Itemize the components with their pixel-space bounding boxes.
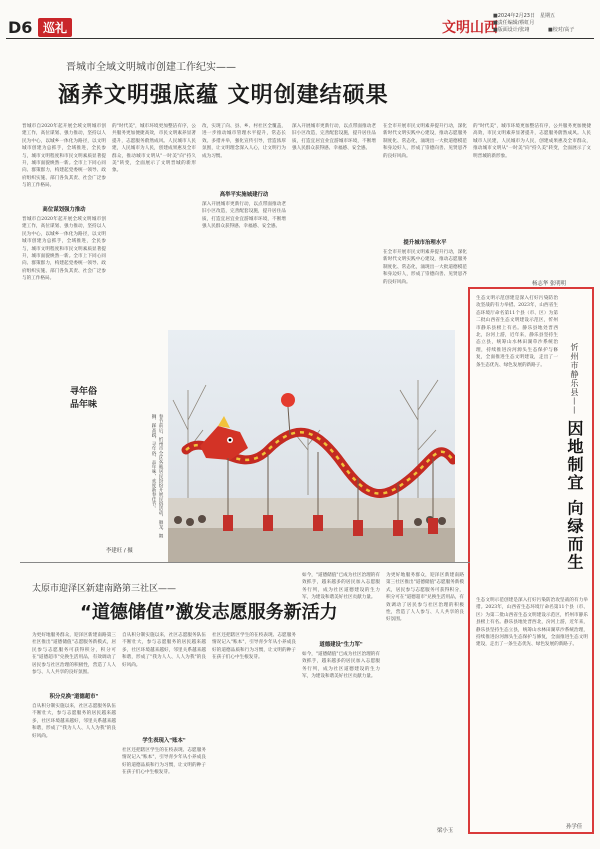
article1-col5b: 在全市开展市民文明素养提升行动，深化新时代文明实践中心建设，推动志愿服务制度化、常态化，涌现出一大批道德模范和身边好人，形成了崇德向善、见贤思齐的良好风尚。 bbox=[383, 250, 467, 285]
sidebox-byline: 孙学佳 bbox=[566, 824, 583, 830]
article1-col6: 的"时代美"，城市环境更加整洁有序，公共服务更加便捷高效，市民文明素养显著提升，志愿服务蔚然成风。人民城市人民建，人民城市为人民，创建成果惠及全市群众，推动城市文明从"一时美"向"持久美"转变，全面展示了文明晋城的新形象。 bbox=[473, 124, 591, 159]
article2-headline: “道德储值”激发志愿服务新活力 bbox=[80, 602, 338, 623]
brand-logo: 文明山西 bbox=[442, 20, 498, 36]
article1-kicker: 晋城市全域文明城市创建工作纪实—— bbox=[66, 62, 236, 73]
article1-headline: 涵养文明强底蕴 文明创建结硕果 bbox=[58, 83, 389, 108]
article1-col1: 晋城市自2020年起开展全域文明城市创建工作，高位谋划、强力推动，坚持以人民为中心，以城乡一体化为路径，以文明城市创建为总抓手，全域推进，全民参与，城市文明程度和市民文明素质显著提升，城市面貌焕然一新。全市上下同心同向、群策群力，构建起党委统一领导、政府组织实施、部门各负其责、社会广泛参与的工作格局。 bbox=[22, 124, 106, 189]
article1-subhead-1: 高位谋划强力推动 bbox=[42, 207, 86, 213]
article2-col1: 为更好地服务群众，迎泽区新建南路第三社区推出"道德储值"志愿服务新模式，居民参与志愿服务可获得积分，积分可在"道德超市"兑换生活用品，有效调动了居民参与社区治理的积极性，营造了人人参与、人人共享的良好氛围。 bbox=[32, 633, 116, 676]
dragon-dance-illustration bbox=[168, 330, 455, 563]
page-header bbox=[0, 0, 600, 40]
sidebox-title-block bbox=[563, 343, 586, 572]
section-tag: 巡礼 bbox=[38, 18, 72, 37]
article1-col2: 的"时代美"，城市环境更加整洁有序，公共服务更加便捷高效，市民文明素养显著提升，志愿服务蔚然成风。人民城市人民建，人民城市为人民，创建成果惠及全市群众，推动城市文明从"一时美"向"持久美"转变，全面展示了文明晋城的新形象。 bbox=[112, 124, 196, 174]
photo-caption-title-1: 寻年俗 bbox=[70, 387, 98, 397]
article1-col5: 在全市开展市民文明素养提升行动，深化新时代文明实践中心建设，推动志愿服务制度化、常态化，涌现出一大批道德模范和身边好人，形成了崇德向善、见贤思齐的良好风尚。 bbox=[383, 124, 467, 159]
article1-col3b: 深入开展城市更新行动，以点带面推动老旧小区改造，完善配套设施，提升居住品质，打造宜居宜业宜游城市环境，不断增强人民群众获得感、幸福感、安全感。 bbox=[202, 202, 286, 230]
article1-col1b: 晋城市自2020年起开展全域文明城市创建工作，高位谋划、强力推动，坚持以人民为中心，以城乡一体化为路径，以文明城市创建为总抓手，全域推进，全民参与，城市文明程度和市民文明素质显著提升，城市面貌焕然一新。全市上下同心同向、群策群力，构建起党委统一领导、政府组织实施、部门各负其责、社会广泛参与的工作格局。 bbox=[22, 217, 106, 282]
article2-subhead-3: 道德建设"生力军" bbox=[319, 642, 363, 648]
photo-caption-text: 春节前后，忻州市全区各地居民纷纷开展民俗活动，舞龙、舞狮、踩高跷，寻年俗、品年味，欢度新春佳节。 bbox=[151, 414, 163, 539]
article2-col2b: 社区还把辖区学生的在校表现、志愿服务情况记入"账本"，引导青少年从小养成良好的道德品质和行为习惯，让文明的种子在孩子们心中生根发芽。 bbox=[122, 748, 206, 776]
editor-line: ■责任编辑/蔡虹月 bbox=[493, 20, 535, 26]
article2-col5: 为更好地服务群众，迎泽区新建南路第三社区推出"道德储值"志愿服务新模式，居民参与志愿服务可获得积分，积分可在"道德超市"兑换生活用品，有效调动了居民参与社区治理的积极性，营造了人人参与、人人共享的良好氛围。 bbox=[386, 573, 464, 623]
sidebox-text-1: 生态文明示范创建是深入打好污染防治攻坚战的有力举措。2023年，山西省生态环境厅命名第11个县（市、区）为第二批山西省生态文明建设示范区，忻州市静乐县榜上有名。静乐县地处晋西北，汾河上游，近年来，静乐县坚持生态立县，统筹山水林田湖草沙系统治理，持续推进汾河源头生态保护与修复，全面推进生态文明建设，走出了一条生态优先、绿色发展的新路子。 bbox=[476, 296, 558, 368]
article2-byline: 梁小玉 bbox=[437, 828, 454, 834]
article2-col3: 社区还把辖区学生的在校表现、志愿服务情况记入"账本"，引导青少年从小养成良好的道德品质和行为习惯，让文明的种子在孩子们心中生根发芽。 bbox=[212, 633, 296, 661]
article2-col1b: 自从积分制实施以来，社区志愿服务队伍不断壮大，参与志愿服务的居民越来越多，社区环境越来越好，邻里关系越来越和谐，形成了"我为人人、人人为我"的良好风尚。 bbox=[32, 704, 116, 739]
article2-subhead-1: 积分兑换"道德超市" bbox=[49, 694, 99, 700]
page-number: D6 bbox=[8, 18, 33, 37]
article2-col2: 自从积分制实施以来，社区志愿服务队伍不断壮大，参与志愿服务的居民越来越多，社区环境越来越好，邻里关系越来越和谐，形成了"我为人人、人人为我"的良好风尚。 bbox=[122, 633, 206, 668]
article2-kicker: 太原市迎泽区新建南路第三社区—— bbox=[32, 584, 177, 594]
article1-subhead-3: 提升城市治理水平 bbox=[403, 240, 447, 246]
sidebox-title: 因地制宜 向绿而生 bbox=[565, 420, 584, 572]
proof-line: ■校对/高子 bbox=[548, 27, 575, 33]
dragon-dance-photo bbox=[168, 330, 455, 563]
article1-col4: 深入开展城市更新行动，以点带面推动老旧小区改造，完善配套设施，提升居住品质，打造宜居宜业宜游城市环境，不断增强人民群众获得感、幸福感、安全感。 bbox=[292, 124, 376, 152]
header-rule bbox=[6, 38, 594, 39]
designer-line: ■版面设计/张翊 bbox=[493, 27, 530, 33]
article1-col3: 改，实现了向、县、乡、村社区全覆盖，进一步推动城市管理水平提升，常态长效。多措并举，强化宣传引导，营造浓厚氛围，让文明理念深入人心，让文明行为成为习惯。 bbox=[202, 124, 286, 159]
photo-caption-byline: 李建旺 / 摄 bbox=[106, 548, 133, 554]
sidebox-text-2: 生态文明示范创建是深入打好污染防治攻坚战的有力举措。2023年，山西省生态环境厅命名第11个县（市、区）为第二批山西省生态文明建设示范区，忻州市静乐县榜上有名。静乐县地处晋西北，汾河上游，近年来，静乐县坚持生态立县，统筹山水林田湖草沙系统治理，持续推进汾河源头生态保护与修复，全面推进生态文明建设，走出了一条生态优先、绿色发展的新路子。 bbox=[476, 598, 588, 648]
article1-byline: 杨志华 张明明 bbox=[532, 281, 567, 287]
sidebox-kicker: 忻州市静乐县—— bbox=[570, 343, 579, 415]
section-divider bbox=[20, 562, 470, 563]
article2-subhead-2: 学生表现入"账本" bbox=[142, 738, 186, 744]
article1-subhead-2: 高举平实施城建行动 bbox=[219, 192, 269, 198]
jingle-sidebox bbox=[468, 287, 594, 834]
issue-date: ■2024年2月23日 星期五 bbox=[493, 13, 555, 19]
photo-caption-title-2: 品年味 bbox=[70, 400, 98, 410]
article2-col4a: 如今，"道德储值"已成为社区治理的有效抓手，越来越多的居民加入志愿服务行列，成为社区道德建设的生力军，为建设和谐美好社区贡献力量。 bbox=[302, 573, 380, 601]
article2-col4b: 如今，"道德储值"已成为社区治理的有效抓手，越来越多的居民加入志愿服务行列，成为社区道德建设的生力军，为建设和谐美好社区贡献力量。 bbox=[302, 652, 380, 680]
